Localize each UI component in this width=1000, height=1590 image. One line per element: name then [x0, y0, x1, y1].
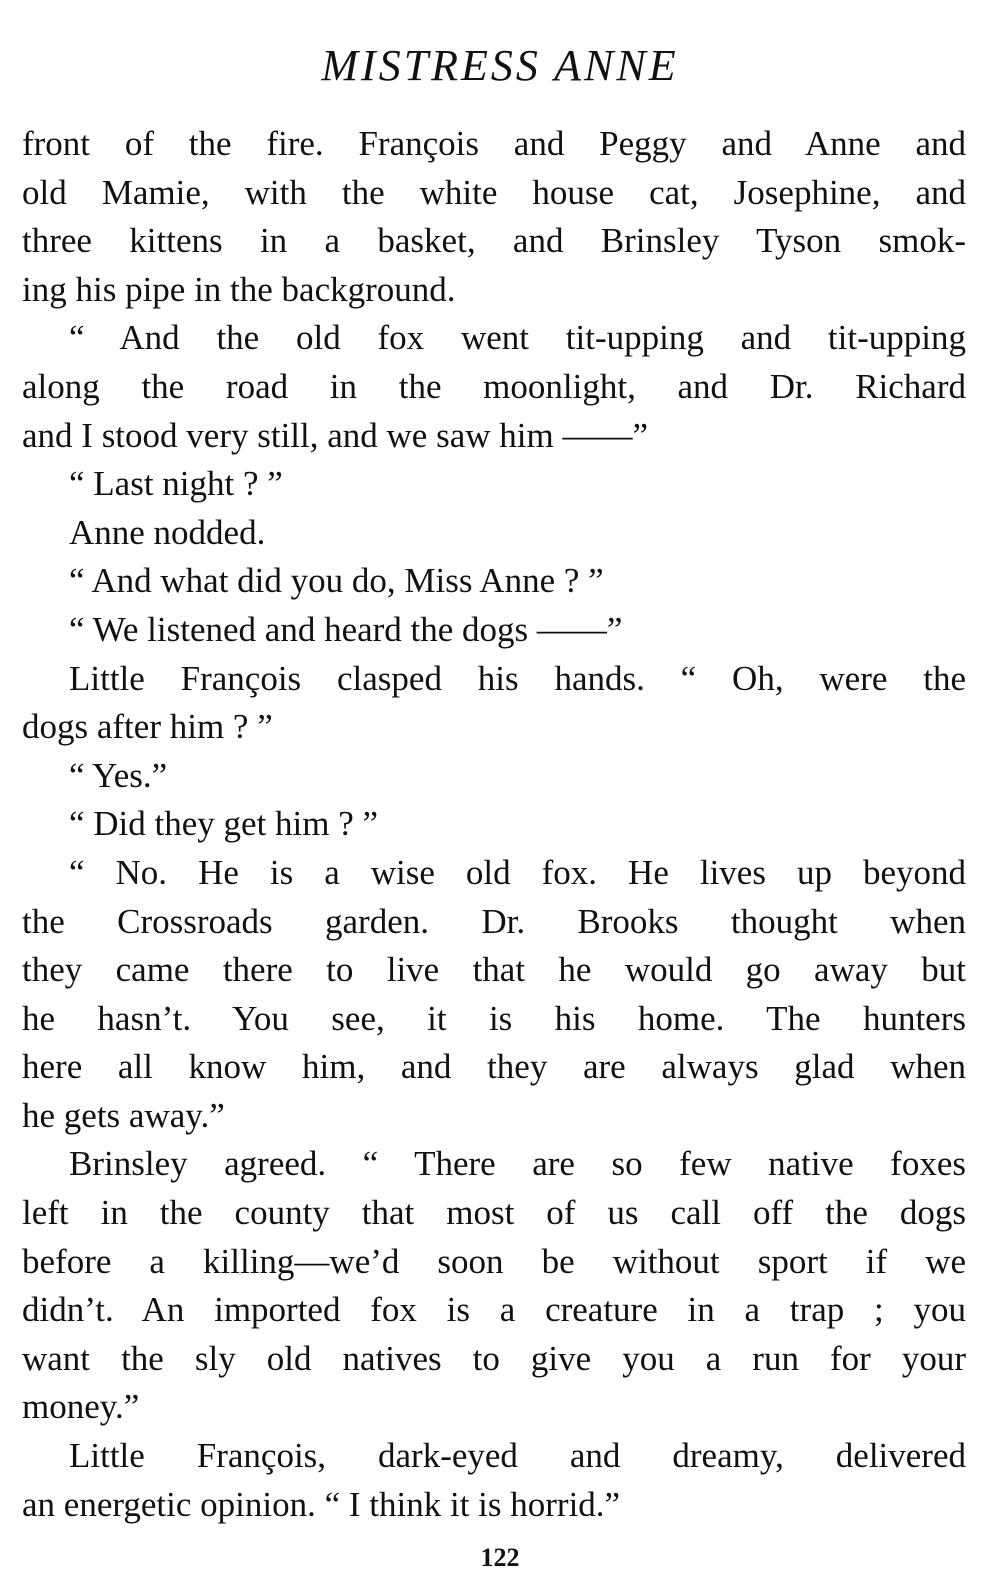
text-line: front of the fire. François and Peggy and Anne and: [22, 124, 966, 163]
text-line: an energetic opinion. “ I think it is horrid.”: [22, 1484, 621, 1524]
text-line: Anne nodded.: [69, 512, 266, 552]
text-line: “ We listened and heard the dogs ——”: [69, 609, 623, 649]
text-line: “ Yes.”: [69, 755, 168, 795]
text-line: they came there to live that he would go away but: [22, 950, 966, 990]
text-line: money.”: [22, 1387, 140, 1427]
text-line: the Crossroads garden. Dr. Brooks thought when: [22, 901, 966, 941]
text-line: before a killing—we’d soon be without sport if we: [22, 1241, 966, 1281]
text-line: he hasn’t. You see, it is his home. The hunters: [22, 998, 966, 1038]
text-line: “ And the old fox went tit-upping and tit-upping: [69, 318, 966, 358]
text-line: dogs after him ? ”: [22, 707, 273, 747]
text-line: didn’t. An imported fox is a creature in a trap ; you: [22, 1290, 966, 1330]
text-line: want the sly old natives to give you a run for your: [22, 1338, 966, 1378]
page-number: 122: [480, 1543, 520, 1572]
text-line: Little François, dark-eyed and dreamy, delivered: [69, 1436, 966, 1476]
text-line: here all know him, and they are always glad when: [22, 1047, 966, 1087]
text-line: Little François clasped his hands. “ Oh, were the: [69, 658, 966, 698]
text-line: old Mamie, with the white house cat, Josephine, and: [22, 172, 966, 212]
text-line: left in the county that most of us call off the dogs: [22, 1193, 966, 1233]
text-line: “ Did they get him ? ”: [69, 804, 379, 844]
text-line: three kittens in a basket, and Brinsley Tyson smok-: [22, 221, 966, 261]
text-line: “ Last night ? ”: [69, 464, 283, 504]
body-text: [22, 120, 966, 1529]
text-line: he gets away.”: [22, 1095, 225, 1135]
text-line: and I stood very still, and we saw him ——”: [22, 415, 649, 455]
text-line: along the road in the moonlight, and Dr. Richard: [22, 366, 966, 406]
running-head: MISTRESS ANNE: [321, 41, 679, 90]
text-line: “ No. He is a wise old fox. He lives up beyond: [69, 852, 966, 892]
text-line: “ And what did you do, Miss Anne ? ”: [69, 561, 604, 601]
text-line: ing his pipe in the background.: [22, 269, 456, 309]
text-line: Brinsley agreed. “ There are so few native foxes: [69, 1144, 966, 1184]
